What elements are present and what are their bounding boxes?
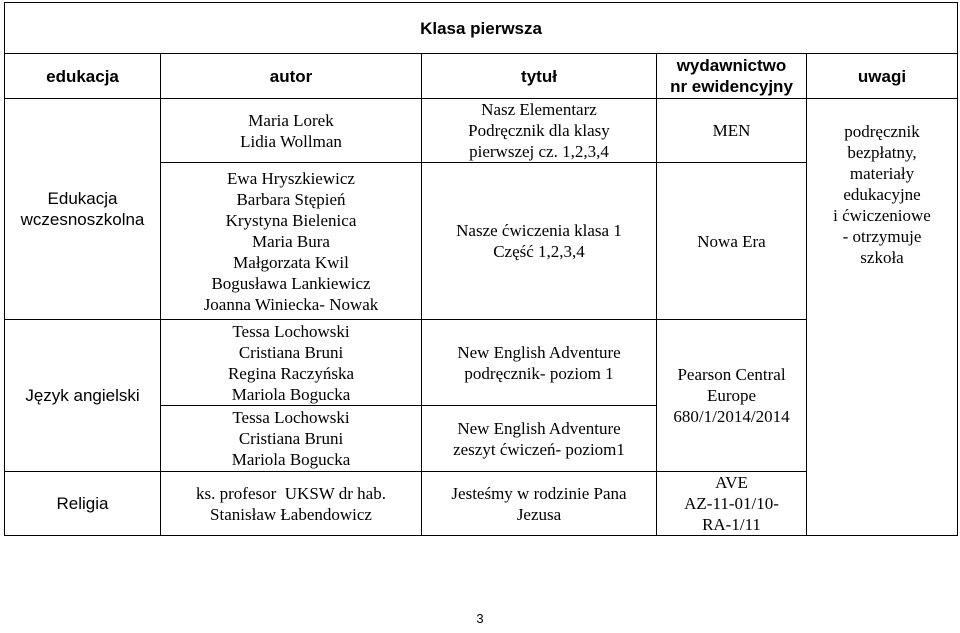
publisher-line: 680/1/2014/2014 — [673, 407, 790, 426]
author-name: Tessa Lochowski — [232, 408, 350, 427]
remarks-cell — [807, 99, 958, 536]
header-autor: autor — [161, 54, 422, 99]
subject-cell-angielski — [5, 320, 161, 472]
authors-cell — [161, 163, 422, 320]
publisher-line: RA-1/11 — [702, 515, 761, 534]
title-line: Nasze ćwiczenia klasa 1 — [456, 221, 622, 240]
header-wydawnictwo — [657, 54, 807, 99]
author-name: Maria Lorek — [248, 110, 334, 130]
author-name: Tessa Lochowski — [232, 321, 350, 341]
book-list-table — [4, 2, 958, 536]
title-line: pierwszej cz. 1,2,3,4 — [469, 142, 609, 161]
table-row — [5, 99, 958, 163]
publisher-line: MEN — [712, 121, 751, 140]
remarks-line: bezpłatny, — [847, 143, 917, 162]
subject-line: Język angielski — [25, 386, 140, 405]
title-cell — [422, 99, 657, 163]
remarks-line: podręcznik — [844, 122, 920, 141]
author-name: ks. profesor UKSW dr hab. — [196, 483, 386, 503]
title-line: podręcznik- poziom 1 — [464, 363, 614, 383]
author-name: Lidia Wollman — [240, 131, 342, 151]
title-line: Część 1,2,3,4 — [493, 242, 585, 261]
subject-cell-edukacja — [5, 99, 161, 320]
authors-cell — [161, 472, 422, 536]
authors-cell — [161, 99, 422, 163]
publisher-line: AZ-11-01/10- — [684, 494, 779, 513]
subject-line: Edukacja — [47, 189, 118, 208]
title-line: Jezusa — [516, 504, 562, 524]
publisher-line: AVE — [715, 473, 748, 492]
author-name: Joanna Winiecka- Nowak — [203, 294, 379, 314]
subject-cell-religia — [5, 472, 161, 536]
publisher-line: Pearson Central — [677, 365, 786, 384]
publisher-cell — [657, 320, 807, 472]
authors-cell — [161, 406, 422, 472]
remarks-line: - otrzymuje — [842, 227, 922, 246]
remarks-line: materiały — [849, 164, 915, 183]
publisher-cell — [657, 472, 807, 536]
author-name: Regina Raczyńska — [227, 363, 355, 383]
author-name: Mariola Bogucka — [231, 450, 351, 469]
publisher-cell — [657, 163, 807, 320]
author-name: Cristiana Bruni — [238, 342, 344, 362]
authors-cell — [161, 320, 422, 406]
publisher-line: Europe — [706, 386, 757, 405]
header-wydawnictwo-line2: nr ewidencyjny — [670, 77, 793, 96]
title-line: zeszyt ćwiczeń- poziom1 — [453, 439, 625, 459]
title-line: Jesteśmy w rodzinie Pana — [451, 483, 627, 503]
subject-line: wczesnoszkolna — [20, 210, 145, 229]
title-cell — [422, 163, 657, 320]
title-line: Nasz Elementarz — [481, 100, 597, 119]
remarks-line: i ćwiczeniowe — [833, 206, 931, 225]
title-cell — [422, 320, 657, 406]
header-uwagi: uwagi — [807, 54, 958, 99]
header-edukacja: edukacja — [5, 54, 161, 99]
author-name: Maria Bura — [252, 231, 330, 251]
header-wydawnictwo-line1: wydawnictwo — [676, 56, 787, 75]
publisher-line: Nowa Era — [697, 231, 766, 251]
title-line: New English Adventure — [457, 342, 621, 362]
title-cell — [422, 472, 657, 536]
remarks-line: edukacyjne — [843, 185, 921, 204]
author-name: Krystyna Bielenica — [225, 210, 357, 230]
subject-line: Religia — [56, 494, 109, 513]
author-name: Bogusława Lankiewicz — [211, 273, 371, 293]
author-name: Barbara Stępień — [236, 189, 346, 209]
header-tytul: tytuł — [422, 54, 657, 99]
remarks-line: szkoła — [860, 248, 904, 267]
author-name: Stanisław Łabendowicz — [210, 504, 372, 524]
author-name: Mariola Bogucka — [231, 384, 351, 404]
author-name: Małgorzata Kwil — [233, 252, 349, 272]
title-line: New English Adventure — [457, 418, 621, 438]
author-name: Ewa Hryszkiewicz — [227, 168, 355, 188]
page-title: Klasa pierwsza — [5, 3, 958, 54]
page-number: 3 — [476, 611, 484, 626]
author-name: Cristiana Bruni — [238, 429, 344, 448]
title-line: Podręcznik dla klasy — [468, 121, 610, 140]
title-cell — [422, 406, 657, 472]
publisher-cell — [657, 99, 807, 163]
